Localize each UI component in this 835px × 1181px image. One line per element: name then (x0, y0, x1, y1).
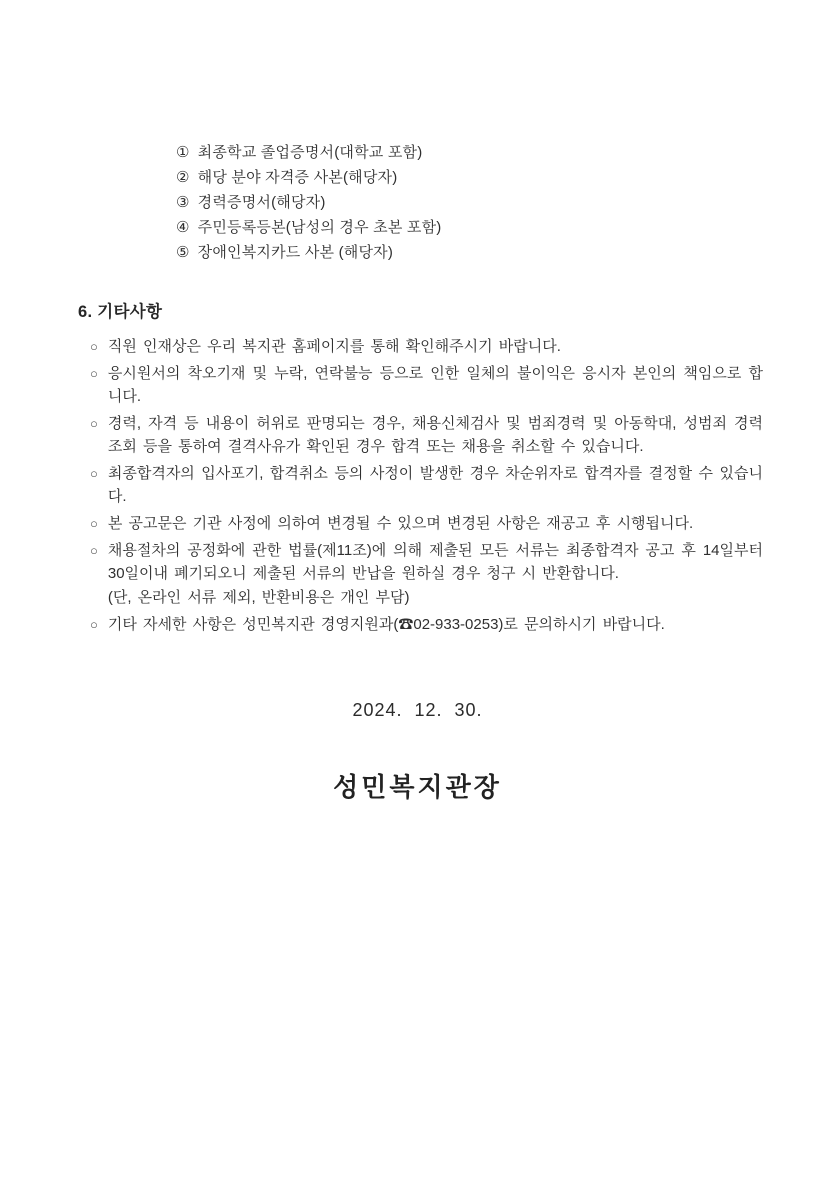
attachment-text: 경력증명서(해당자) (197, 194, 326, 211)
section-misc (78, 298, 763, 636)
note-item (90, 613, 763, 636)
attachment-item (176, 140, 775, 165)
note-sub-text: (단, 온라인 서류 제외, 반환비용은 개인 부담) (107, 589, 410, 606)
note-text: 응시원서의 착오기재 및 누락, 연락불능 등으로 인한 일체의 불이익은 응시자 본인의 책임으로 합니다. (107, 365, 763, 405)
note-text: 경력, 자격 등 내용이 허위로 판명되는 경우, 채용신체검사 및 범죄경력 및 아동학대, 성범죄 경력조회 등을 통하여 결격사유가 확인된 경우 합격 또는 채용을 취소할 수 있습니다. (107, 415, 763, 455)
note-item (90, 462, 763, 508)
attachment-text: 최종학교 졸업증명서(대학교 포함) (197, 144, 423, 161)
note-item (90, 412, 763, 458)
attachment-list (0, 0, 835, 265)
circle-bullet-icon: ○ (90, 416, 98, 431)
attachment-item (176, 190, 775, 215)
circle-bullet-icon: ○ (90, 466, 98, 481)
attachment-item (176, 165, 775, 190)
note-text: 본 공고문은 기관 사정에 의하여 변경될 수 있으며 변경된 사항은 재공고 후 시행됩니다. (107, 515, 694, 532)
note-item (90, 335, 763, 358)
attachment-number: ② (176, 169, 190, 186)
section-title: 6. 기타사항 (78, 303, 163, 321)
note-item (90, 539, 763, 609)
attachment-item (176, 240, 775, 265)
note-item (90, 362, 763, 408)
note-text: 채용절차의 공정화에 관한 법률(제11조)에 의해 제출된 모든 서류는 최종합격자 공고 후 14일부터 30일이내 폐기되오니 제출된 서류의 반납을 원하실 경우 청구 시 반환합니다. (107, 542, 763, 582)
note-text: 직원 인재상은 우리 복지관 홈페이지를 통해 확인해주시기 바랍니다. (107, 338, 561, 355)
circle-bullet-icon: ○ (90, 339, 98, 354)
circle-bullet-icon: ○ (90, 617, 98, 632)
attachment-item (176, 215, 775, 240)
note-text: 기타 자세한 사항은 성민복지관 경영지원과(☎02-933-0253)로 문의하시기 바랍니다. (107, 616, 665, 633)
attachment-text: 해당 분야 자격증 사본(해당자) (197, 169, 398, 186)
note-text: 최종합격자의 입사포기, 합격취소 등의 사정이 발생한 경우 차순위자로 합격자를 결정할 수 있습니다. (107, 465, 763, 505)
circle-bullet-icon: ○ (90, 366, 98, 381)
attachment-text: 장애인복지카드 사본 (해당자) (197, 244, 394, 261)
attachment-text: 주민등록등본(남성의 경우 초본 포함) (197, 219, 442, 236)
notes-list (78, 335, 763, 636)
attachment-number: ① (176, 144, 190, 161)
circle-bullet-icon: ○ (90, 543, 98, 558)
circle-bullet-icon: ○ (90, 516, 98, 531)
document-date: 2024. 12. 30. (352, 700, 483, 720)
attachment-number: ③ (176, 194, 190, 211)
note-item (90, 512, 763, 535)
attachment-number: ⑤ (176, 244, 190, 261)
attachment-number: ④ (176, 219, 190, 236)
signature-title: 성민복지관장 (333, 772, 502, 802)
